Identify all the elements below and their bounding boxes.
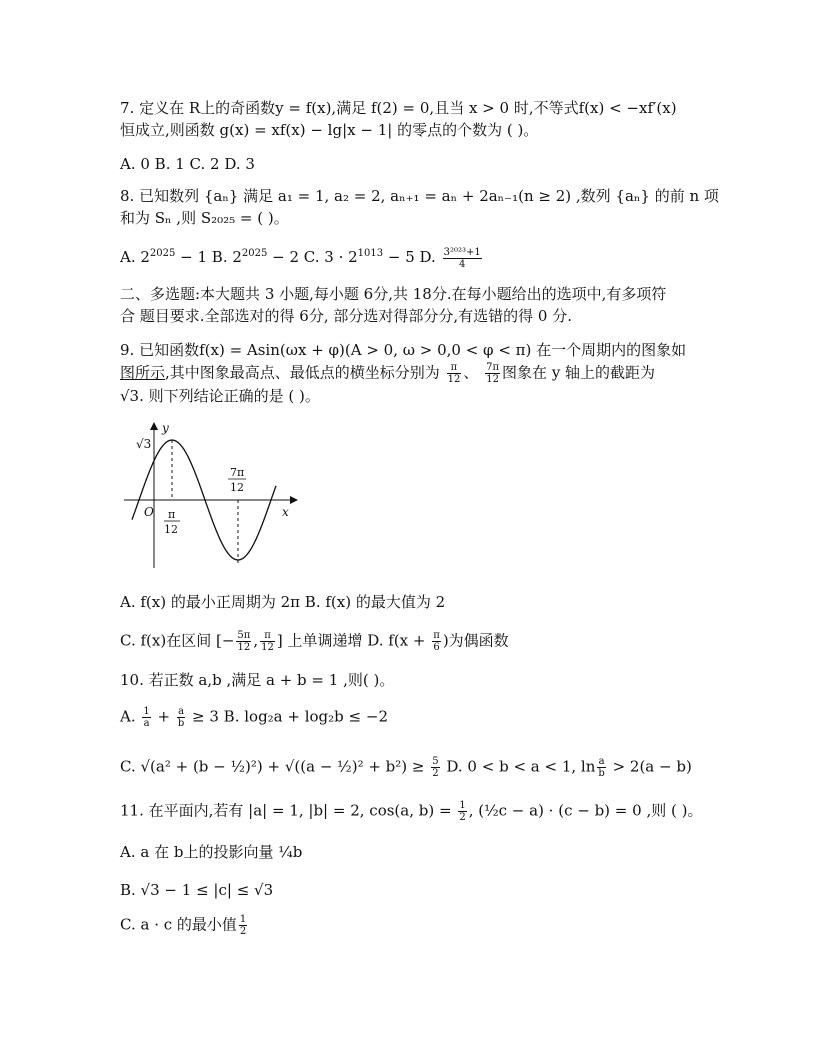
section2-line2: 合 题目要求.全部选对的得 6分, 部分选对得部分分,有选错的得 0 分.	[120, 307, 573, 325]
q9-options-cd	[120, 630, 509, 653]
q10-opt-d-frac-den: b	[598, 768, 605, 779]
q8-opt-d-den: 4	[458, 258, 466, 270]
q9-frac1-den: 12	[447, 374, 461, 385]
y-intercept-label: √3	[136, 437, 152, 451]
q11-opt-c	[120, 914, 249, 937]
q9-opt-d-den: 6	[433, 642, 440, 653]
section2-line1: 二、多选题:本大题共 3 小题,每小题 6分,共 18分.在每小题给出的选项中,有多项符	[120, 285, 667, 303]
q8-opt-c: − 2 C. 3 · 2	[267, 248, 358, 266]
q9-frac2-den: 12	[486, 374, 499, 385]
q9-opt-c-frac1-num: 5π	[237, 630, 251, 641]
q11-half-num: 1	[459, 800, 466, 811]
q11-half-den: 2	[459, 812, 466, 823]
q10-opt-a-frac1-den: a	[143, 718, 150, 729]
q9-line2-text: ,其中图象最高点、最低点的横坐标分别为	[165, 363, 440, 382]
origin-label: O	[144, 505, 154, 519]
q9-opt-c-frac2	[260, 630, 275, 653]
q9-frac1	[447, 362, 462, 385]
q8-options	[120, 244, 484, 270]
q10-options-ab	[120, 706, 388, 729]
q11-line1	[120, 800, 702, 823]
q9-opt-d-num: π	[433, 630, 440, 641]
q11-line1-post: , (½c − a) · (c − b) = 0 ,则 ( )。	[468, 801, 703, 820]
q10-opt-d-frac-num: a	[598, 756, 605, 767]
q10-opt-a-frac1-num: 1	[143, 706, 150, 717]
q9-line1: 9. 已知函数f(x) = Asin(ωx + φ)(A > 0, ω > 0,0 < φ < π) 在一个周期内的图象如	[120, 341, 687, 359]
x-axis-arrow-icon	[290, 496, 298, 504]
q8-opt-a: A. 2	[120, 248, 150, 266]
q9-opt-c-post: ] 上单调递增 D. f(x +	[276, 631, 431, 650]
q9-opt-d-post: )为偶函数	[442, 631, 509, 650]
q10-opt-a-frac2	[177, 706, 185, 729]
y-axis-arrow-icon	[150, 422, 158, 430]
q9-line2-tail: 图象在 y 轴上的截距为	[502, 363, 656, 382]
q8-opt-b: − 1 B. 2	[175, 248, 242, 266]
q8-opt-a-exp: 2025	[149, 248, 176, 259]
q9-opt-c-frac2-den: 12	[261, 642, 274, 653]
q8-opt-d: − 5 D.	[383, 248, 436, 266]
q9-sep: 、	[463, 363, 479, 382]
q8-opt-c-exp: 1013	[357, 248, 384, 259]
q10-opt-d-pre: D. 0 < b < a < 1, ln	[441, 757, 596, 776]
q11-half-frac	[458, 800, 466, 823]
q9-line3-text: . 则下列结论正确的是 ( )。	[139, 387, 320, 405]
q10-opt-a-frac1	[142, 706, 150, 729]
q10-opt-c-frac	[431, 756, 439, 779]
q11-opt-c-frac	[239, 914, 247, 937]
q7-line1: 7. 定义在 R上的奇函数y = f(x),满足 f(2) = 0,且当 x > 0 时,不等式f(x) < −xf′(x)	[120, 99, 677, 117]
tick2-den: 12	[230, 481, 244, 494]
q9-line2	[120, 362, 655, 385]
q10-options-cd	[120, 756, 692, 779]
q10-line1: 10. 若正数 a,b ,满足 a + b = 1 ,则( )。	[120, 671, 395, 689]
q8-line2: 和为 Sₙ ,则 S₂₀₂₅ = ( )。	[120, 209, 289, 227]
q8-opt-b-exp: 2025	[241, 248, 268, 259]
q10-opt-a-frac2-den: b	[177, 718, 185, 729]
q9-opt-c-frac1-den: 12	[237, 642, 251, 653]
tick1-den: 12	[164, 523, 178, 536]
q9-frac1-num: π	[447, 362, 462, 374]
q8-opt-d-num: 3²⁰²³+1	[443, 246, 481, 258]
q10-opt-a-post: ≥ 3 B. log₂a + log₂b ≤ −2	[187, 707, 388, 726]
q11-opt-c-text: C. a · c 的最小值	[120, 915, 237, 934]
q9-sqrt3: √3	[120, 387, 140, 405]
q10-opt-a-plus: +	[152, 707, 175, 726]
q11-opt-b: B. √3 − 1 ≤ |c| ≤ √3	[120, 881, 274, 899]
q8-line1: 8. 已知数列 {aₙ} 满足 a₁ = 1, a₂ = 2, aₙ₊₁ = aₙ + 2aₙ₋₁(n ≥ 2) ,数列 {aₙ} 的前 n 项	[120, 187, 719, 205]
q7-options: A. 0 B. 1 C. 2 D. 3	[120, 155, 255, 173]
sine-graph	[118, 420, 308, 572]
q11-line1-pre: 11. 在平面内,若有 |a| = 1, |b| = 2, cos(a, b) =	[120, 801, 457, 820]
q9-opt-d-frac	[432, 630, 441, 653]
q8-opt-d-fraction	[443, 247, 482, 270]
q7-line2: 恒成立,则函数 g(x) = xf(x) − lg|x − 1| 的零点的个数为 ( )。	[120, 121, 539, 139]
x-axis-label: x	[282, 505, 289, 519]
q11-opt-c-frac-den: 2	[239, 926, 247, 937]
y-axis-label: y	[162, 421, 169, 435]
q10-opt-d-post: > 2(a − b)	[607, 757, 692, 776]
tick2-num: 7π	[230, 466, 245, 479]
q10-opt-c-frac-num: 5	[432, 756, 439, 767]
q10-opt-a-pre: A.	[120, 707, 141, 726]
q9-opt-c-pre: C. f(x)在区间 [−	[120, 631, 235, 650]
q9-line3	[120, 386, 320, 406]
q9-frac2-num: 7π	[486, 362, 500, 373]
tick1-num: π	[168, 508, 176, 521]
q11-opt-c-frac-num: 1	[239, 914, 247, 925]
q9-options-ab: A. f(x) 的最小正周期为 2π B. f(x) 的最大值为 2	[120, 593, 446, 611]
q9-opt-c-comma: ,	[253, 631, 259, 650]
q9-figure-link: 图所示	[120, 363, 166, 382]
q9-opt-c-frac1	[236, 630, 251, 653]
q10-opt-c-frac-den: 2	[432, 768, 439, 779]
q10-opt-c: C. √(a² + (b − ½)²) + √((a − ½)² + b²) ≥	[120, 757, 430, 776]
q9-frac2	[485, 362, 500, 385]
q9-opt-c-frac2-num: π	[260, 630, 275, 642]
q11-opt-a: A. a 在 b上的投影向量 ¼b	[120, 843, 303, 861]
q10-opt-a-frac2-num: a	[178, 706, 185, 717]
q10-opt-d-frac	[597, 756, 605, 779]
